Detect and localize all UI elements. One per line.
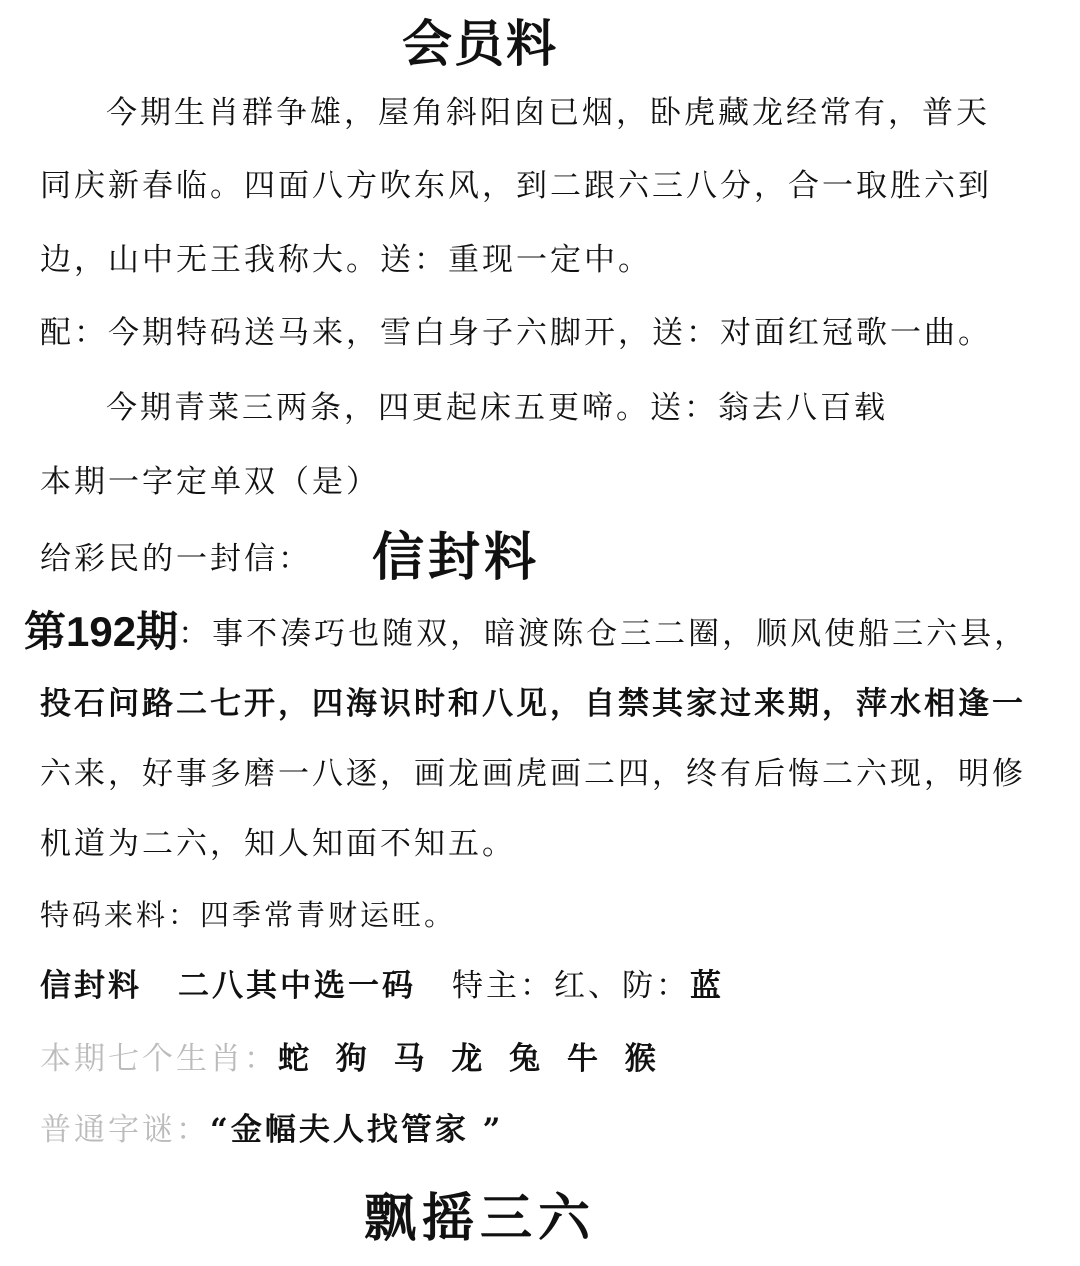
letter-line-1: [24, 608, 1029, 655]
riddle-value: “金幅夫人找管家 ”: [210, 1112, 504, 1148]
bottom-title: 飘摇三六: [363, 1188, 596, 1249]
member-line-1: 今期生肖群争雄，屋角斜阳囱已烟，卧虎藏龙经常有，普天: [106, 95, 990, 131]
member-line-6: 本期一字定单双（是）: [40, 464, 380, 500]
envelope-main-label: 特主：: [452, 968, 554, 1004]
page-title: 会员料: [402, 14, 558, 73]
envelope-line: [40, 966, 724, 1006]
letter-title: 信封料: [372, 527, 541, 588]
zodiac-label: 本期七个生肖：: [40, 1041, 278, 1077]
zodiac-value: 蛇 狗 马 龙 兔 牛 猴: [278, 1041, 664, 1077]
zodiac-line: [40, 1039, 664, 1079]
letter-line-3: 六来，好事多磨一八逐，画龙画虎画二四，终有后悔二六现，明修: [40, 756, 1026, 792]
letter-label: 给彩民的一封信：: [40, 541, 312, 577]
letter-heading: [40, 527, 541, 588]
envelope-guard-label: 防：: [622, 968, 690, 1004]
member-line-4: 配：今期特码送马来，雪白身子六脚开，送：对面红冠歌一曲。: [40, 315, 992, 351]
envelope-label: 信封料: [40, 968, 142, 1004]
period-label: 第192期: [24, 608, 179, 655]
letter-line-5: 特码来料：四季常青财运旺。: [40, 898, 457, 932]
letter-line-2: 投石问路二七开，四海识时和八见，自禁其家过来期，萍水相逢一: [40, 686, 1026, 722]
letter-line-1-text: ：事不凑巧也随双，暗渡陈仓三二圈，顺风使船三六县，: [178, 616, 1029, 652]
riddle-line: [40, 1110, 503, 1150]
member-line-3: 边，山中无王我称大。送：重现一定中。: [40, 242, 652, 278]
envelope-main-value: 红、: [554, 968, 622, 1004]
member-line-5: 今期青菜三两条，四更起床五更啼。送：翁去八百载: [106, 390, 888, 426]
envelope-guard-value: 蓝: [690, 968, 724, 1004]
envelope-pick: 二八其中选一码: [178, 968, 416, 1004]
member-line-2: 同庆新春临。四面八方吹东风，到二跟六三八分，合一取胜六到: [40, 168, 992, 204]
riddle-label: 普通字谜：: [40, 1112, 210, 1148]
letter-line-4: 机道为二六，知人知面不知五。: [40, 826, 516, 862]
